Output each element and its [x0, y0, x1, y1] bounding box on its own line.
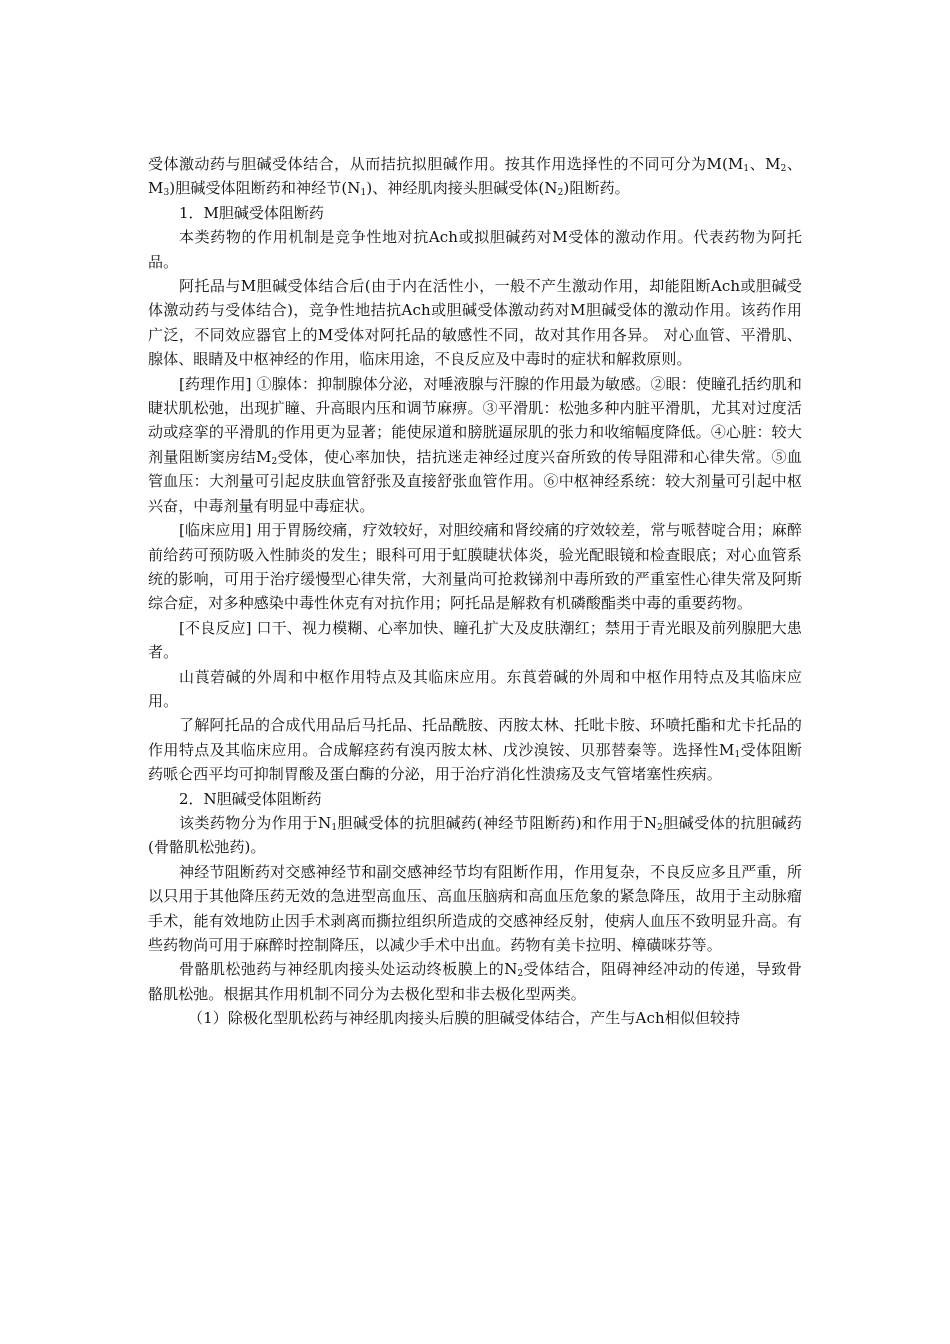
body-paragraph: [148, 152, 802, 201]
body-paragraph: [148, 372, 802, 518]
text-segment: 受体阻断药哌仑西平均可抑制胃酸及蛋白酶的分泌，用于治疗消化性溃疡及支气管堵塞性疾病。: [148, 740, 802, 784]
body-paragraph: [148, 518, 802, 616]
text-segment: （1）除极化型肌松药与神经肌肉接头后膜的胆碱受体结合，产生与Ach相似但较持: [188, 1009, 741, 1028]
body-paragraph: [148, 274, 802, 372]
body-paragraph: [148, 713, 802, 786]
text-segment: 胆碱受体的抗胆碱药(骨骼肌松弛药)。: [148, 813, 803, 857]
text-segment: [不良反应] 口干、视力模糊、心率加快、瞳孔扩大及皮肤潮红；禁用于青光眼及前列腺肥大患者。: [148, 618, 802, 662]
text-segment: 阿托品与M胆碱受体结合后(由于内在活性小，一般不产生激动作用，却能阻断Ach或胆碱受体激动药与受体结合)，竞争性地拮抗Ach或胆碱受体激动药对M胆碱受体的激动作用。该药作用广泛，不同效应器官上的M受体对阿托品的敏感性不同，故对其作用各异。 对心血管、平滑肌、腺体、眼睛及中枢神经的作用，临床用途，不良反应及中毒时的症状和解救原则。: [148, 277, 802, 369]
subscript: 1: [743, 164, 750, 174]
text-segment: 山莨菪碱的外周和中枢作用特点及其临床应用。东莨菪碱的外周和中枢作用特点及其临床应用。: [148, 667, 802, 710]
subscript: 3: [163, 188, 170, 199]
document-page: [148, 152, 802, 1031]
text-segment: [临床应用] 用于胃肠绞痛，疗效较好，对胆绞痛和肾绞痛的疗效较差，常与哌替啶合用；麻醉前给药可预防吸入性肺炎的发生；眼科可用于虹膜睫状体炎，验光配眼镜和检查眼底；对心血管系统的影响，可用于治疗缓慢型心律失常，大剂量尚可抢救锑剂中毒所致的严重室性心律失常及阿斯综合症，对多种感染中毒性休克有对抗作用；阿托品是解救有机磷酸酯类中毒的重要药物。: [148, 521, 802, 613]
text-segment: 神经节阻断药对交感神经节和副交感神经节均有阻断作用，作用复杂，不良反应多且严重，所以只用于其他降压药无效的急进型高血压、高血压脑病和高血压危象的紧急降压，故用于主动脉瘤手术，能有效地防止因手术剥离而撕拉组织所造成的交感神经反射，使病人血压不致明显升高。有些药物尚可用于麻醉时控制降压，以减少手术中出血。药物有美卡拉明、樟磺咪芬等。: [148, 862, 802, 954]
text-segment: 受体，使心率加快，拮抗迷走神经过度兴奋所致的传导阻滞和心律失常。⑤血管血压：大剂量可引起皮肤血管舒张及直接舒张血管作用。⑥中枢神经系统：较大剂量可引起中枢兴奋，中毒剂量有明显中毒症状。: [148, 447, 802, 515]
subscript: 2: [780, 164, 787, 174]
text-segment: )阻断药。: [563, 179, 630, 198]
text-segment: 胆碱受体的抗胆碱药(神经节阻断药)和作用于N: [337, 813, 658, 832]
text-segment: )胆碱受体阻断药和神经节(N: [169, 179, 361, 198]
text-segment: 、M: [749, 155, 781, 173]
subscript: 2: [517, 969, 524, 980]
text-segment: )、神经肌肉接头胆碱受体(N: [366, 179, 558, 198]
text-segment: 骨骼肌松弛药与神经肌肉接头处运动终板膜上的N: [179, 960, 518, 979]
body-paragraph: [148, 225, 802, 274]
text-segment: 本类药物的作用机制是竞争性地对抗Ach或拟胆碱药对M受体的激动作用。代表药物为阿托品。: [148, 228, 802, 271]
section-heading: [148, 201, 802, 225]
text-segment: 2．N胆碱受体阻断药: [179, 789, 322, 808]
text-segment: 1．M胆碱受体阻断药: [179, 203, 324, 222]
body-paragraph: [148, 665, 802, 714]
subscript: 1: [360, 188, 367, 199]
subscript: 2: [557, 188, 564, 199]
text-segment: 该类药物分为作用于N: [179, 813, 332, 832]
subscript: 1: [734, 749, 741, 760]
body-paragraph: [148, 811, 802, 860]
body-paragraph: [148, 957, 802, 1006]
body-paragraph: [148, 616, 802, 665]
section-heading: [148, 787, 802, 811]
text-segment: 了解阿托品的合成代用品后马托品、托品酰胺、丙胺太林、托吡卡胺、环喷托酯和尤卡托品的作用特点及其临床应用。合成解痉药有溴丙胺太林、戊沙溴铵、贝那替秦等。选择性M: [148, 716, 802, 759]
text-segment: 受体结合，阻碍神经冲动的传递，导致骨骼肌松弛。根据其作用机制不同分为去极化型和非去极化型两类。: [148, 960, 802, 1003]
text-segment: 、M: [148, 155, 802, 198]
body-paragraph: [148, 1006, 802, 1030]
text-segment: [药理作用] ①腺体：抑制腺体分泌，对唾液腺与汗腺的作用最为敏感。②眼：使瞳孔括约肌和睫状肌松弛，出现扩瞳、升高眼内压和调节麻痹。③平滑肌：松弛多种内脏平滑肌，尤其对过度活动或痉挛的平滑肌的作用更为显著；能使尿道和膀胱逼尿肌的张力和收缩幅度降低。④心脏：较大剂量阻断窦房结M: [148, 374, 802, 466]
body-paragraph: [148, 860, 802, 958]
text-segment: 受体激动药与胆碱受体结合，从而拮抗拟胆碱作用。按其作用选择性的不同可分为M(M: [148, 155, 744, 173]
subscript: 1: [331, 822, 338, 833]
subscript: 2: [657, 822, 663, 833]
subscript: 2: [271, 456, 278, 467]
